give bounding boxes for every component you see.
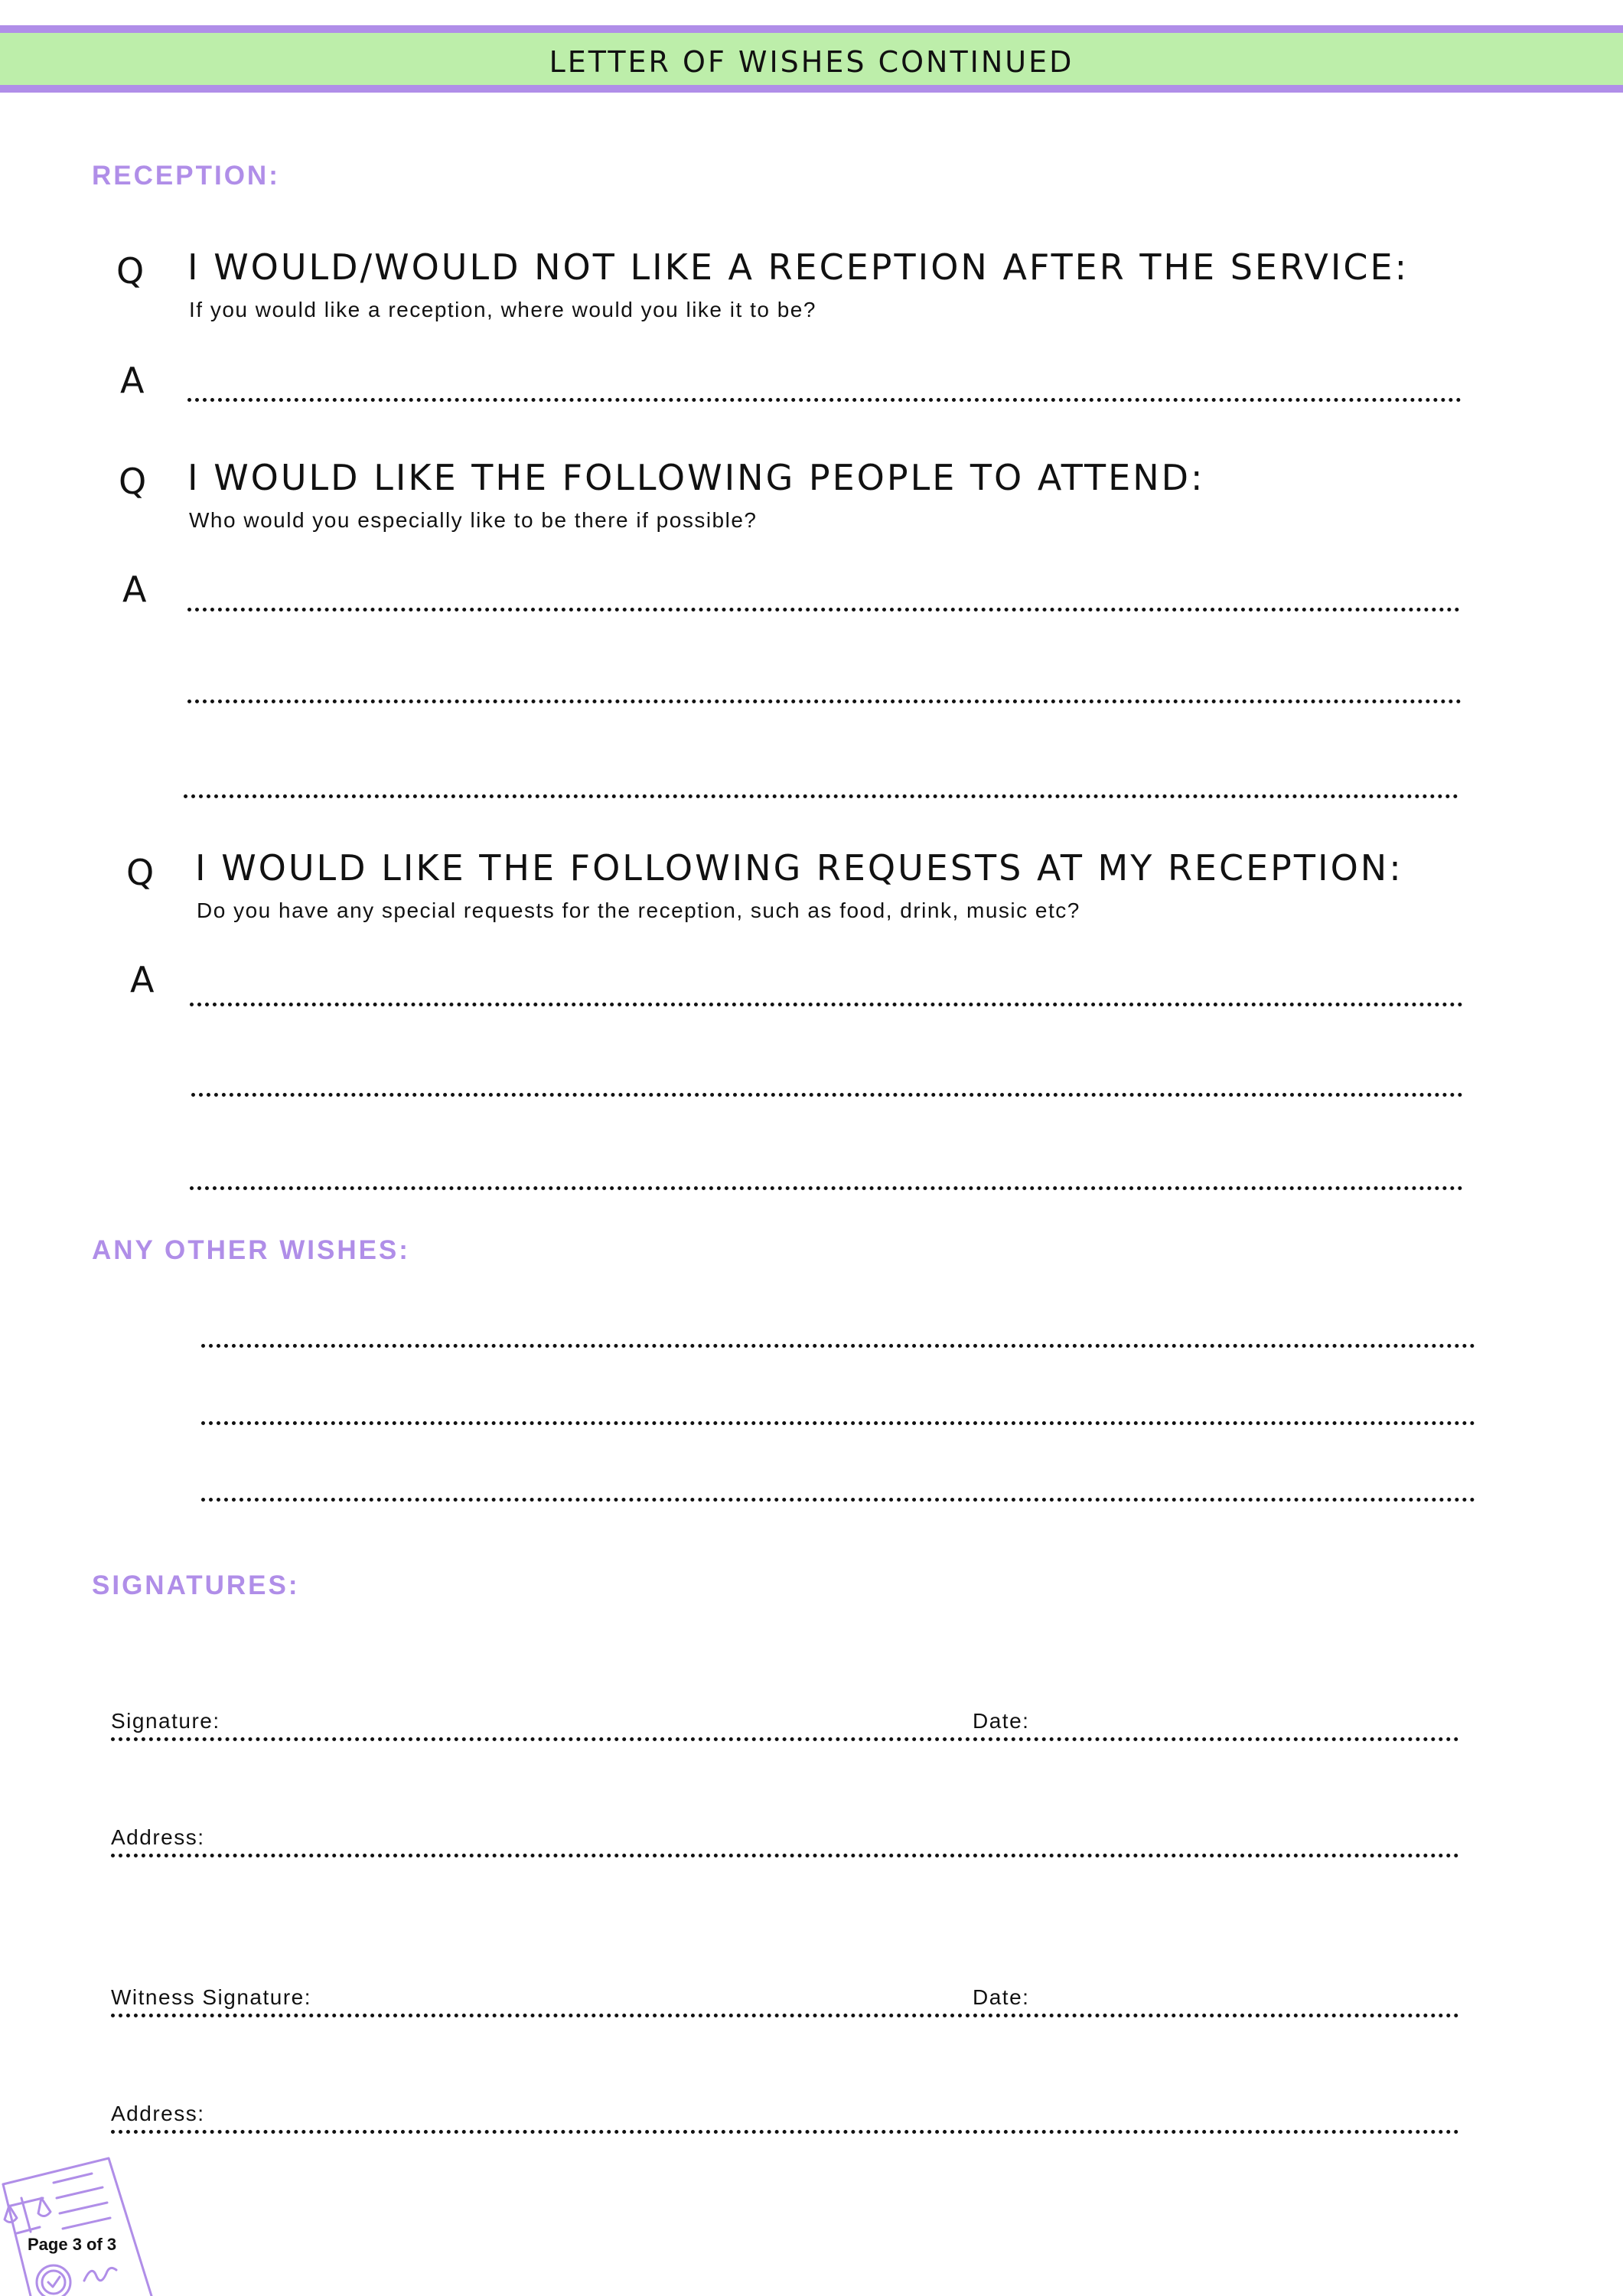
legal-document-icon xyxy=(0,2152,153,2296)
witness-date-label: Date: xyxy=(973,1985,1030,2009)
signature-label: Signature: xyxy=(111,1709,220,1733)
witness-address-label: Address: xyxy=(111,2102,205,2125)
page-title: LETTER OF WISHES CONTINUED xyxy=(549,45,1074,79)
date-label: Date: xyxy=(973,1709,1030,1733)
question-subtitle: If you would like a reception, where would you like it to be? xyxy=(189,298,816,321)
section-heading-other-wishes: ANY OTHER WISHES: xyxy=(92,1235,410,1265)
answer-line[interactable] xyxy=(184,794,1458,798)
answer-line[interactable] xyxy=(187,608,1460,612)
section-heading-signatures: SIGNATURES: xyxy=(92,1570,300,1600)
answer-line[interactable] xyxy=(187,398,1462,402)
question-subtitle: Who would you especially like to be there if possible? xyxy=(189,508,758,532)
wishes-line[interactable] xyxy=(201,1344,1475,1348)
signature-date-line[interactable] xyxy=(111,1737,1459,1741)
wishes-line[interactable] xyxy=(201,1421,1475,1425)
section-heading-reception: RECEPTION: xyxy=(92,161,280,191)
address-label: Address: xyxy=(111,1825,205,1849)
witness-signature-date-line[interactable] xyxy=(111,2014,1459,2017)
question-title: I WOULD/WOULD NOT LIKE A RECEPTION AFTER THE SERVICE: xyxy=(187,246,1410,288)
answer-marker: A xyxy=(120,360,145,401)
answer-marker: A xyxy=(130,959,155,1000)
question-subtitle: Do you have any special requests for the reception, such as food, drink, music etc? xyxy=(197,899,1080,922)
title-banner xyxy=(0,25,1623,93)
witness-address-line[interactable] xyxy=(111,2130,1459,2134)
answer-line[interactable] xyxy=(190,1003,1463,1006)
question-marker: Q xyxy=(116,250,145,292)
address-line[interactable] xyxy=(111,1854,1459,1857)
answer-line[interactable] xyxy=(190,1186,1463,1190)
answer-line[interactable] xyxy=(187,700,1462,703)
answer-marker: A xyxy=(122,569,147,610)
question-marker: Q xyxy=(126,852,155,893)
wishes-line[interactable] xyxy=(201,1498,1475,1502)
page-number: Page 3 of 3 xyxy=(28,2235,117,2254)
question-title: I WOULD LIKE THE FOLLOWING PEOPLE TO ATTEND: xyxy=(187,457,1205,498)
witness-signature-label: Witness Signature: xyxy=(111,1985,311,2009)
answer-line[interactable] xyxy=(191,1093,1463,1097)
question-title: I WOULD LIKE THE FOLLOWING REQUESTS AT MY RECEPTION: xyxy=(195,847,1403,889)
question-marker: Q xyxy=(119,461,147,502)
